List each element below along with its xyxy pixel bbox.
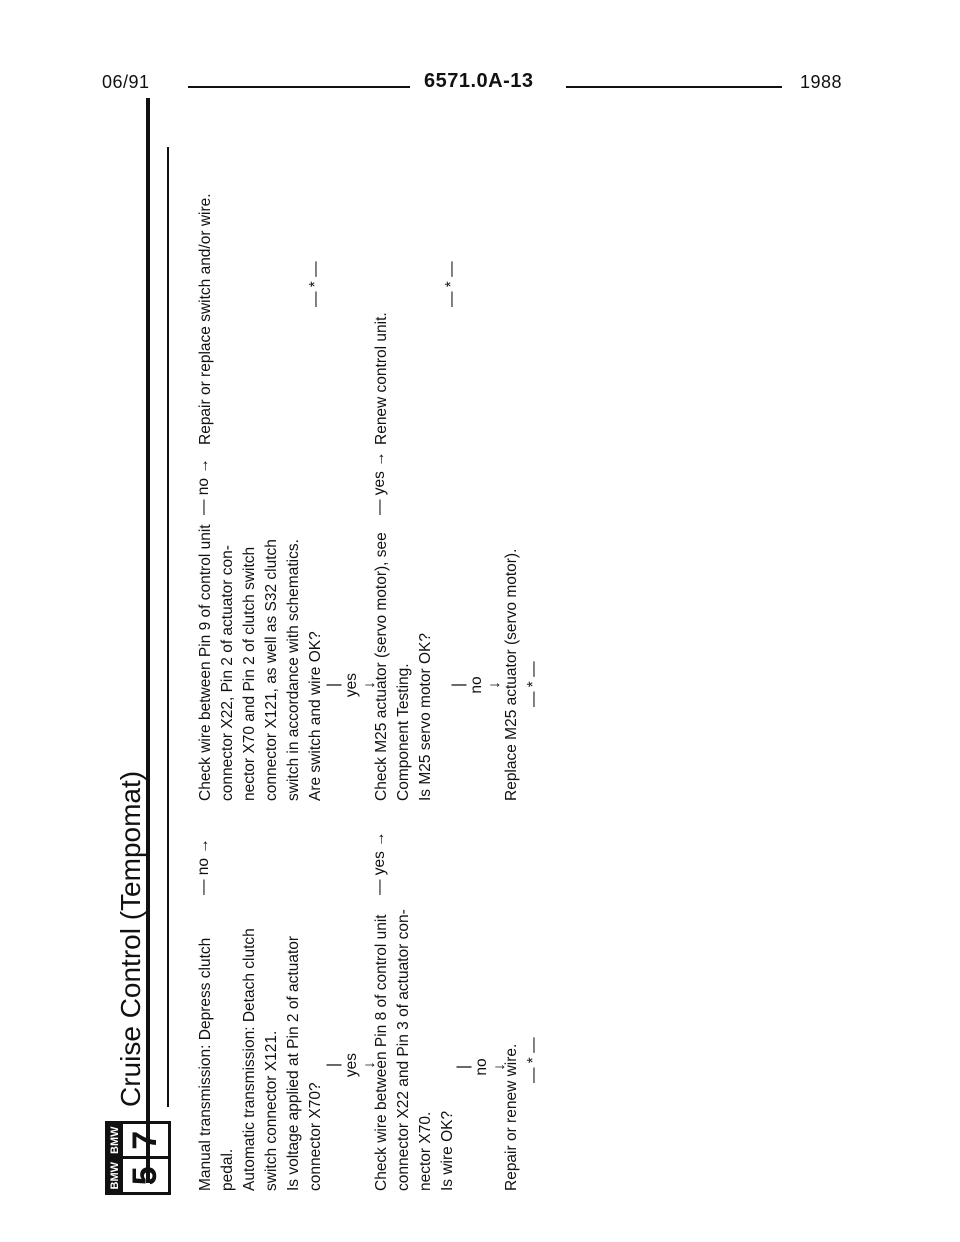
step3-yes-arrow: — yes → <box>371 831 388 895</box>
step4-yes-arrow: — yes → <box>371 451 388 515</box>
document-number: 6571.0A-13 <box>424 70 534 92</box>
badge-right-series: 7 <box>126 1130 164 1150</box>
header-rule-left <box>188 86 410 88</box>
step4-no-end-marker: — * — <box>525 661 542 707</box>
step3-text: Check wire between Pin 8 of control unit connector X22 and Pin 3 of actuator con- nector X70. Is wire OK? <box>373 909 456 1191</box>
step4-text: Check M25 actuator (servo motor), see Component Testing. Is M25 servo motor OK? <box>373 532 434 801</box>
badge-left-brand: BMW <box>108 1160 123 1193</box>
rotated-content <box>105 125 542 1195</box>
header-rule-right <box>566 86 782 88</box>
step1-yes-flow: | yes ↓ <box>325 1052 378 1078</box>
step2-no-arrow: — no → <box>195 458 212 515</box>
step4-end-marker: — * — <box>443 261 460 307</box>
step1-text: Manual transmission: Depress clutch pedal. Automatic transmission: Detach clutch switch connector X121. Is voltage applied at Pin 2 of actuator connector X70? <box>197 928 324 1191</box>
page-year: 1988 <box>800 72 843 92</box>
step3-end-marker: — * — <box>525 1037 542 1083</box>
badge-right-brand: BMW <box>108 1124 123 1157</box>
step1-no-arrow: — no → <box>195 838 212 895</box>
bmw-series-badge <box>105 1121 171 1195</box>
badge-left-series: 5 <box>126 1166 164 1186</box>
section-title: Cruise Control (Tempomat) <box>115 770 146 1107</box>
step4-yes-result: Renew control unit. <box>373 312 390 445</box>
badge-left <box>108 1160 168 1193</box>
title-rule <box>167 147 169 1107</box>
page-date: 06/91 <box>102 72 150 92</box>
step4-no-flow: | no ↓ <box>450 676 503 694</box>
step2-text: Check wire between Pin 9 of control unit connector X22, Pin 2 of actuator con- nector X70 and Pin 2 of clutch switch connector X121, as well as S32 clutch switch in accordance with schematics. Are switch and wire OK? <box>197 524 324 801</box>
step3-no-flow: | no ↓ <box>455 1058 508 1076</box>
step2-end-marker: — * — <box>307 261 324 307</box>
step3-no-result: Repair or renew wire. <box>503 1043 520 1191</box>
step2-no-result: Repair or replace switch and/or wire. <box>197 193 214 445</box>
step4-no-result: Replace M25 actuator (servo motor). <box>503 548 520 801</box>
step2-yes-flow: | yes ↓ <box>325 672 378 698</box>
badge-right <box>108 1124 168 1160</box>
